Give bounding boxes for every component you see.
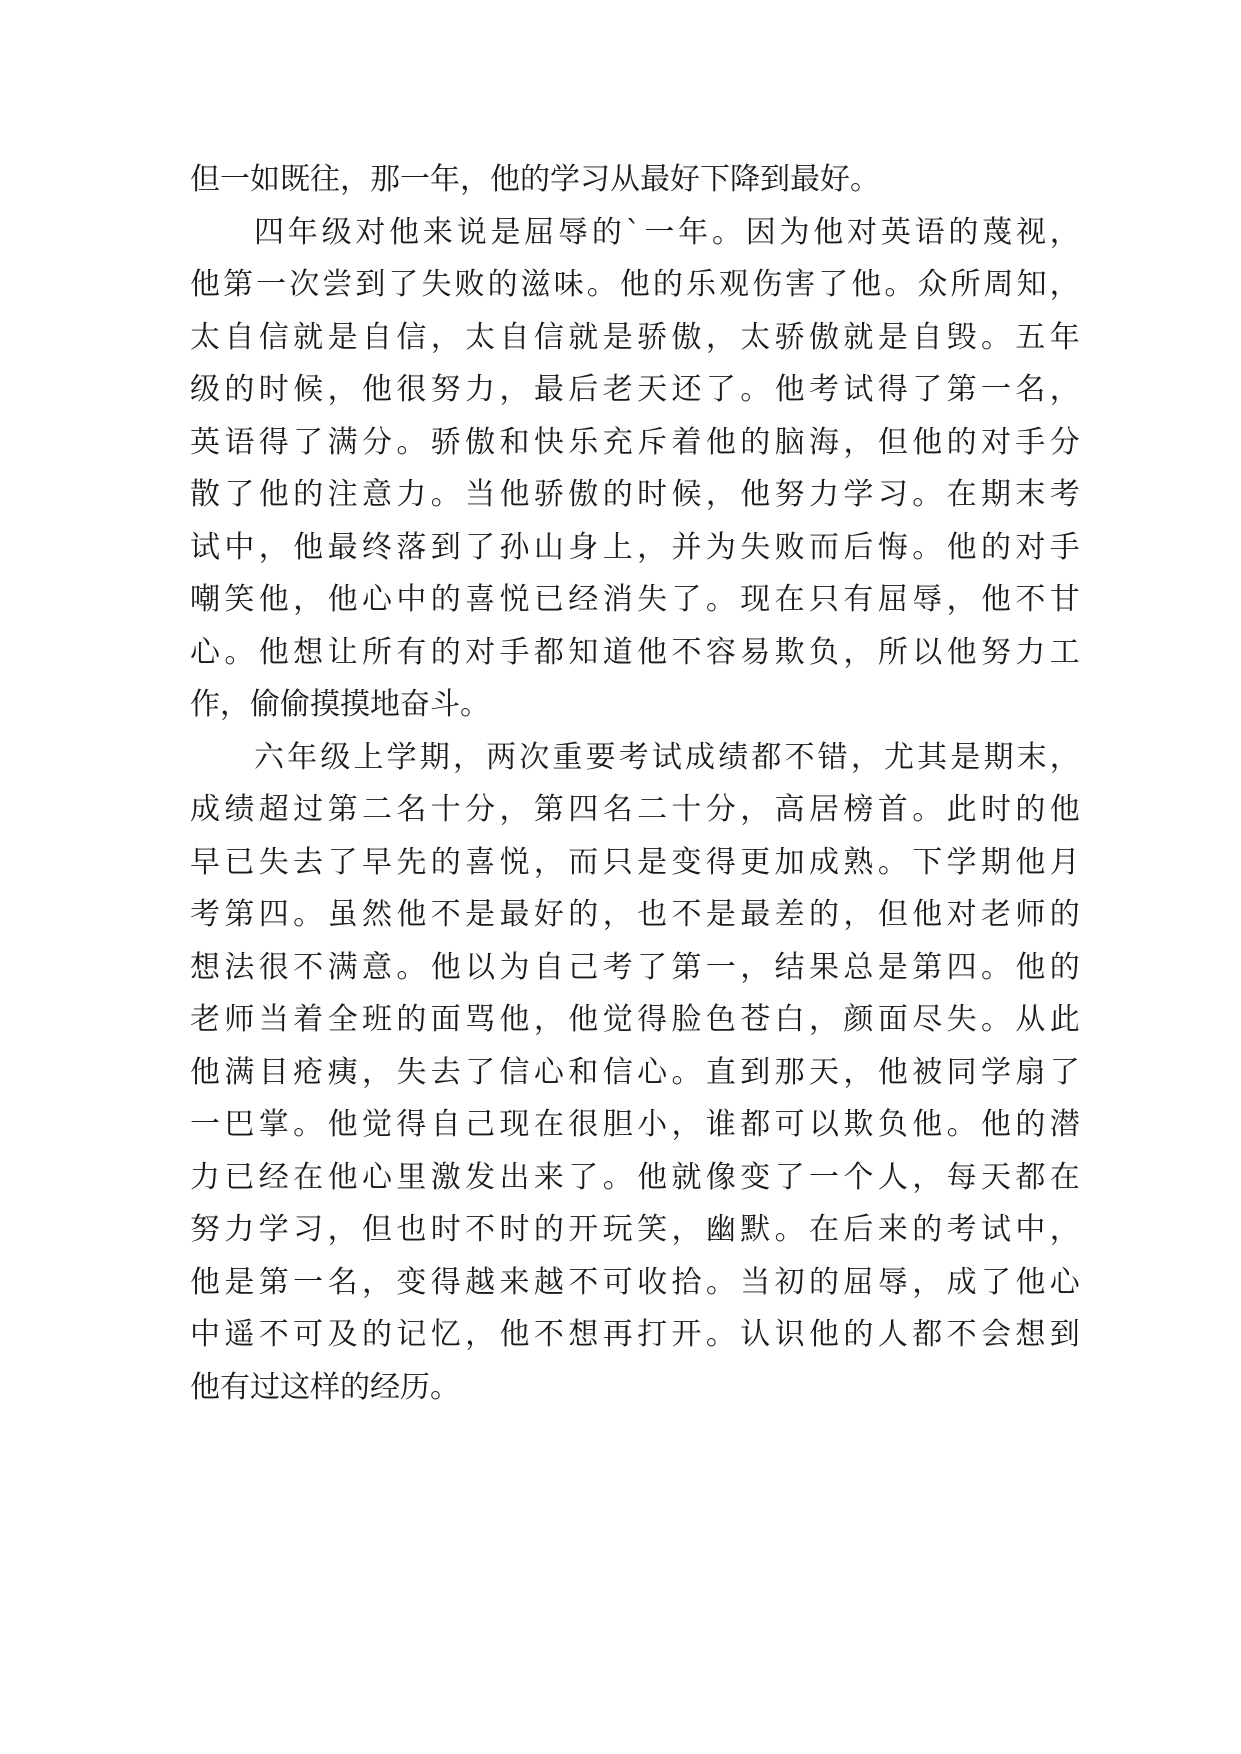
text-line: 早 已 失 去 了 早 先 的 喜 悦 ， 而 只 是 变 得 更 加 成 熟 。 下 学 期 他 月 [190, 844, 1080, 880]
text-line: 老 师 当 着 全 班 的 面 骂 他 ， 他 觉 得 脸 色 苍 白 ， 颜 面 尽 失 。 从 此 [190, 1002, 1080, 1037]
text-line: 试 中 ， 他 最 终 落 到 了 孙 山 身 上 ， 并 为 失 败 而 后 悔 。 他 的 对 手 [190, 529, 1080, 565]
text-line: 他 是 第 一 名 ， 变 得 越 来 越 不 可 收 拾 。 当 初 的 屈 辱 ， 成 了 他 心 [190, 1264, 1080, 1300]
paragraph-first-line: 六 年 级 上 学 期 ， 两 次 重 要 考 试 成 绩 都 不 错 ， 尤 其 是 期 末 ， [254, 739, 1080, 775]
text-line: 太 自 信 就 是 自 信 ， 太 自 信 就 是 骄 傲 ， 太 骄 傲 就 是 自 毁 。 五 年 [190, 319, 1080, 355]
text-line: 但一如既往，那一年，他的学习从最好下降到最好。 [190, 162, 880, 197]
text-line: 成 绩 超 过 第 二 名 十 分 ， 第 四 名 二 十 分 ， 高 居 榜 首 。 此 时 的 他 [190, 792, 1080, 827]
text-line: 一 巴 掌 。 他 觉 得 自 己 现 在 很 胆 小 ， 谁 都 可 以 欺 负 他 。 他 的 潜 [190, 1107, 1080, 1142]
text-line: 他 满 目 疮 痍 ， 失 去 了 信 心 和 信 心 。 直 到 那 天 ， 他 被 同 学 扇 了 [190, 1054, 1080, 1090]
text-line: 级 的 时 候 ， 他 很 努 力 ， 最 后 老 天 还 了 。 他 考 试 得 了 第 一 名 ， [190, 372, 1080, 407]
text-line: 中 遥 不 可 及 的 记 忆 ， 他 不 想 再 打 开 。 认 识 他 的 人 都 不 会 想 到 [190, 1317, 1080, 1352]
text-line: 考 第 四 。 虽 然 他 不 是 最 好 的 ， 也 不 是 最 差 的 ， 但 他 对 老 师 的 [190, 897, 1080, 932]
text-line: 英 语 得 了 满 分 。 骄 傲 和 快 乐 充 斥 着 他 的 脑 海 ， 但 他 的 对 手 分 [190, 424, 1080, 460]
paragraph-last-line: 作，偷偷摸摸地奋斗。 [190, 687, 490, 722]
text-line: 力 已 经 在 他 心 里 激 发 出 来 了 。 他 就 像 变 了 一 个 人 ， 每 天 都 在 [190, 1159, 1080, 1195]
paragraph-last-line: 他有过这样的经历。 [190, 1369, 460, 1405]
text-line: 散 了 他 的 注 意 力 。 当 他 骄 傲 的 时 候 ， 他 努 力 学 习 。 在 期 末 考 [190, 477, 1080, 512]
text-line: 他 第 一 次 尝 到 了 失 败 的 滋 味 。 他 的 乐 观 伤 害 了 他 。 众 所 周 知 ， [190, 267, 1080, 302]
text-line: 心 。 他 想 让 所 有 的 对 手 都 知 道 他 不 容 易 欺 负 ， 所 以 他 努 力 工 [190, 634, 1080, 670]
paragraph-first-line: 四 年 级 对 他 来 说 是 屈 辱 的 ` 一 年 。 因 为 他 对 英 语 的 蔑 视 ， [254, 214, 1080, 250]
text-line: 努 力 学 习 ， 但 也 时 不 时 的 开 玩 笑 ， 幽 默 。 在 后 来 的 考 试 中 ， [190, 1212, 1080, 1247]
text-line: 想 法 很 不 满 意 。 他 以 为 自 己 考 了 第 一 ， 结 果 总 是 第 四 。 他 的 [190, 949, 1080, 985]
text-line: 嘲 笑 他 ， 他 心 中 的 喜 悦 已 经 消 失 了 。 现 在 只 有 屈 辱 ， 他 不 甘 [190, 582, 1080, 617]
body-text [190, 154, 1080, 1414]
